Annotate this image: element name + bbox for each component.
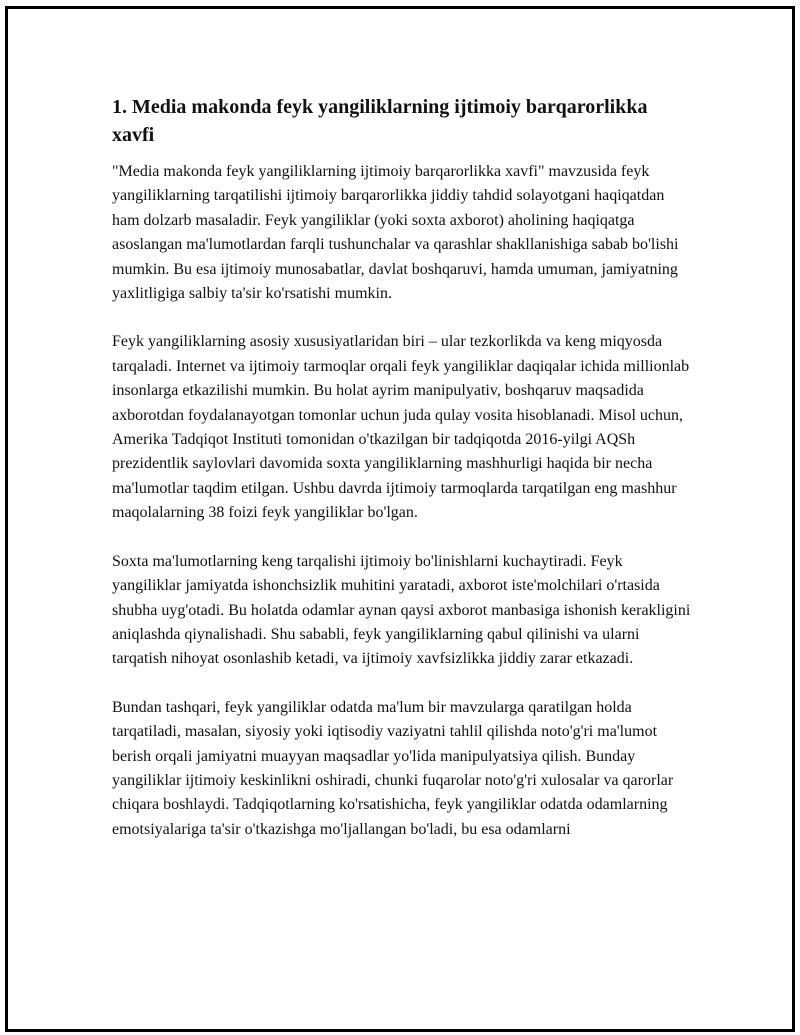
section-heading: 1. Media makonda feyk yangiliklarning ijtimoiy barqarorlikka xavfi [112,96,648,146]
paragraph-2: Feyk yangiliklarning asosiy xususiyatlaridan biri – ular tezkorlikda va keng miqyosda tarqaladi. Internet va ijtimoiy tarmoqlar orqali feyk yangiliklar daqiqalar ichida millionlab insonlarga etkazilishi mumkin. Bu holat ayrim manipulyativ, boshqaruv maqsadida axborotdan foydalanayotgan tomonlar uchun juda qulay vosita hisoblanadi. Misol uchun, Amerika Tadqiqot Instituti tomonidan o'tkazilgan bir tadqiqotda 2016-yilgi AQSh prezidentlik saylovlari davomida soxta yangiliklarning mashhurligi haqida bir necha ma'lumotlar taqdim etilgan. Ushbu davrda ijtimoiy tarmoqlarda tarqatilgan eng mashhur maqolalarning 38 foizi feyk yangiliklar bo'lgan. [112,333,690,522]
paragraph-4: Bundan tashqari, feyk yangiliklar odatda ma'lum bir mavzularga qaratilgan holda tarqatiladi, masalan, siyosiy yoki iqtisodiy vaziyatni tahlil qilishda noto'g'ri ma'lumot berish orqali jamiyatni muayyan maqsadlar yo'lida manipulyatsiya qilish. Bunday yangiliklar ijtimoiy keskinlikni oshiradi, chunki fuqarolar noto'g'ri xulosalar va qarorlar chiqara boshlaydi. Tadqiqotlarning ko'rsatishicha, feyk yangiliklar odatda odamlarning emotsiyalariga ta'sir o'tkazishga mo'ljallangan bo'ladi, bu esa odamlarni [112,698,674,838]
document-body [112,93,692,866]
paragraph-1: "Media makonda feyk yangiliklarning ijtimoiy barqarorlikka xavfi" mavzusida feyk yangiliklarning tarqatilishi ijtimoiy barqarorlikka jiddiy tahdid solayotgani haqiqatdan ham dolzarb masaladir. Feyk yangiliklar (yoki soxta axborot) aholining haqiqatga asoslangan ma'lumotlardan farqli tushunchalar va qarashlar shakllanishiga sabab bo'lishi mumkin. Bu esa ijtimoiy munosabatlar, davlat boshqaruvi, hamda umuman, jamiyatning yaxlitligiga salbiy ta'sir ko'rsatishi mumkin. [112,163,679,303]
paragraph-3: Soxta ma'lumotlarning keng tarqalishi ijtimoiy bo'linishlarni kuchaytiradi. Feyk yangiliklar jamiyatda ishonchsizlik muhitini yaratadi, axborot iste'molchilari o'rtasida shubha uyg'otadi. Bu holatda odamlar aynan qaysi axborot manbasiga ishonish kerakligini aniqlashda qiynalishadi. Shu sababli, feyk yangiliklarning qabul qilinishi va ularni tarqatish nihoyat osonlashib ketadi, va ijtimoiy xavfsizlikka jiddiy zarar etkazadi. [112,552,691,668]
